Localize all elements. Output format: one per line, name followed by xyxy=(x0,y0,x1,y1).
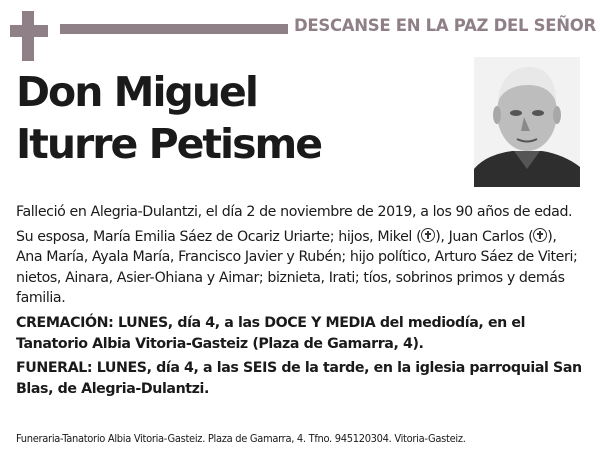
deceased-cross-icon xyxy=(533,228,547,242)
funeral-home-footer: Funeraria-Tanatorio Albia Vitoria-Gasteiz. Plaza de Gamarra, 4. Tfno. 945120304. Vitoria-Gasteiz. xyxy=(16,432,466,445)
name-line-1: Don Miguel xyxy=(16,68,257,116)
family-text-c: ), Ana María, Ayala María, Francisco Javier y Rubén; hijo político, Arturo Sáez de Viteri; nietos, Ainara, Asier-Ohiana y Aimar; biznieta, Irati; tíos, sobrinos primos y demás familia. xyxy=(16,228,578,307)
cremation-notice: CREMACIÓN: LUNES, día 4, a las DOCE Y MEDIA del mediodía, en el Tanatorio Albia Vitoria-Gasteiz (Plaza de Gamarra, 4). xyxy=(16,314,526,352)
obituary-body xyxy=(16,202,586,403)
funeral-notice: FUNERAL: LUNES, día 4, a las SEIS de la tarde, en la iglesia parroquial San Blas, de Alegria-Dulantzi. xyxy=(16,360,582,397)
death-notice: Falleció en Alegria-Dulantzi, el día 2 de noviembre de 2019, a los 90 años de edad. xyxy=(16,204,573,220)
header-divider xyxy=(60,24,288,34)
name-line-2: Iturre Petisme xyxy=(16,120,322,168)
cross-icon xyxy=(10,11,48,61)
portrait-image xyxy=(474,57,580,187)
family-text-a: Su esposa, María Emilia Sáez de Ocariz Uriarte; hijos, Mikel ( xyxy=(16,228,422,245)
family-text-b: ), Juan Carlos ( xyxy=(435,228,534,245)
deceased-name xyxy=(16,66,321,170)
family-list xyxy=(16,227,586,309)
deceased-cross-icon xyxy=(421,228,435,242)
header-title: DESCANSE EN LA PAZ DEL SEÑOR xyxy=(294,16,596,35)
portrait-photo xyxy=(474,57,580,187)
